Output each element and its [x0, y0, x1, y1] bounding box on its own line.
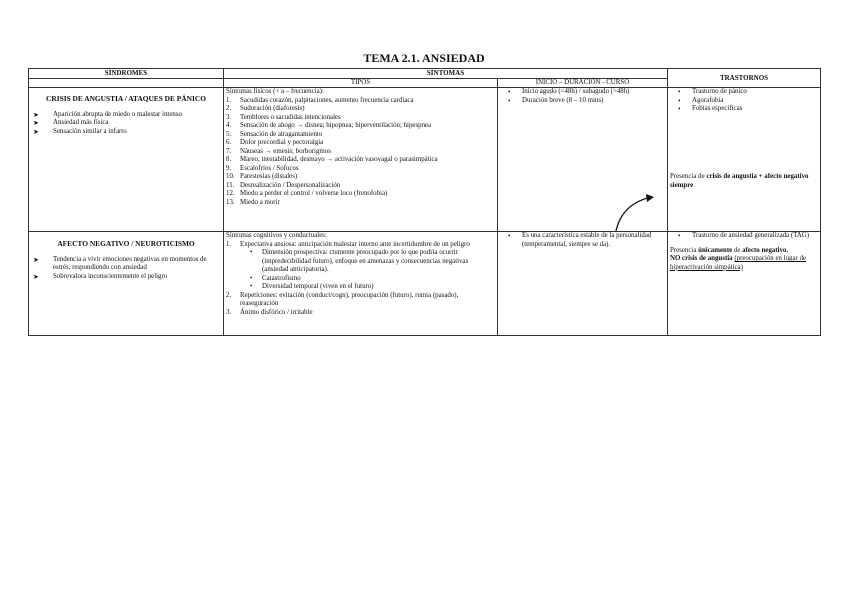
- row-crisis-angustia: [29, 88, 821, 232]
- list-item: • Catastrofismo: [248, 275, 495, 284]
- trastornos-list-2: [670, 232, 818, 241]
- trastornos-note-2: Presencia únicamente de afecto negativo. NO crisis de angustia (preocupación en lugar de hiperactivación simpática): [670, 246, 807, 271]
- list-item: 12. Miedo a perder el control / volverse loco (frenofobia): [226, 190, 388, 197]
- list-item: • Dimensión prospectiva: ctumente preocupado por lo que podría ocurrir (impredecibilidad futuro), enfoque en amenazas y consecuencias negativas (ansiedad anticipatoria).: [248, 249, 495, 275]
- list-item: ➤ Sensación similar a infarto: [31, 128, 221, 137]
- list-item: • Trastorno de pánico: [670, 88, 818, 97]
- sindrome-list-2: [31, 256, 221, 282]
- cell-inicio-2: [498, 232, 668, 336]
- curved-arrow-icon: [614, 193, 658, 233]
- trastornos-list-1: [670, 88, 818, 114]
- list-item: 11. Desrealización / Despersonalización: [226, 181, 341, 189]
- cell-sindrome-2: [29, 232, 224, 336]
- list-item: • Duración breve (8 – 10 mins): [500, 97, 665, 106]
- list-item: • Es una característica estable de la personalidad (temperamental, siempre se da).: [500, 232, 665, 249]
- list-item: • Inicio agudo (<48h) / subagudo (>48h): [500, 88, 665, 97]
- list-item: ➤ Sobrevalora inconscientemente el peligro: [31, 273, 221, 282]
- header-trastornos: TRASTORNOS: [668, 69, 821, 88]
- list-item: ➤ Tendencia a vivir emociones negativas en momentos de estrés, respondiendo con ansiedad: [31, 256, 221, 273]
- tipos-intro-2: Síntomas cognitivos y conductuales:: [226, 232, 327, 239]
- cell-trastornos-1: [668, 88, 821, 232]
- anxiety-table: [28, 68, 821, 336]
- list-item: 1. Sacudidas corazón, palpitaciones, aumento frecuencia cardíaca: [226, 96, 414, 104]
- list-item: 7. Náuseas → emesis; borborigmos: [226, 147, 331, 155]
- subheader-empty: [29, 79, 224, 88]
- cell-trastornos-2: [668, 232, 821, 336]
- list-item: 4. Sensación de ahogo → disnea; hipopnea; hiperventilación; hipespnea: [226, 122, 432, 129]
- list-item: ➤ Aparición abrupta de miedo o malestar intenso: [31, 111, 221, 120]
- row-afecto-negativo: [29, 232, 821, 336]
- cell-sindrome-1: [29, 88, 224, 232]
- header-tipos: TIPOS: [224, 79, 498, 88]
- sindrome-title-1: CRISIS DE ANGUSTIA / ATAQUES DE PÁNICO: [46, 94, 206, 103]
- document-title: TEMA 2.1. ANSIEDAD: [363, 51, 485, 65]
- list-item: 5. Sensación de atragantamiento: [226, 130, 323, 138]
- tipos-list-2: [226, 241, 495, 250]
- list-item: 6. Dolor precordial y pectoralgia: [226, 139, 324, 146]
- header-row: [29, 69, 821, 79]
- list-item: 2. Sudoración (diaforesis): [226, 105, 305, 112]
- list-item: 1. Expectativa ansiosa: anticipación malestar interno ante incertidumbre de un peligro: [226, 240, 470, 248]
- list-item: • Fobias específicas: [670, 105, 818, 114]
- list-item: 10. Parestesias (distales): [226, 173, 298, 180]
- list-item: 8. Mareo, inestabilidad, desmayo → activación vasovagal o parasimpática: [226, 156, 438, 163]
- list-item: • Trastorno de ansiedad generalizada (TAG): [670, 232, 818, 241]
- list-item: 9. Escalofríos / Sofocos: [226, 164, 299, 172]
- header-inicio: INICIO – DURACIÓN - CURSO: [498, 79, 668, 88]
- tipos-list-2b: [226, 292, 495, 318]
- header-sintomas: SÍNTOMAS: [224, 69, 668, 79]
- list-item: • Diversidad temporal (viven en el futuro): [248, 283, 495, 292]
- cell-inicio-1: [498, 88, 668, 232]
- list-item: 13. Miedo a morir: [226, 198, 280, 206]
- tipos-list-1: [226, 97, 495, 208]
- list-item: 3. Temblores o sacudidas intencionales: [226, 113, 341, 121]
- inicio-list-1: [500, 88, 665, 105]
- list-item: 2. Repeticiones: evitación (conduct/cogn), preocupación (futuro), rumia (pasado), reaseguración: [226, 291, 459, 307]
- trastornos-note-1: Presencia de crisis de angustia + afecto negativo siempre: [670, 173, 809, 189]
- list-item: • Agorafobia: [670, 97, 818, 106]
- sindrome-list-1: [31, 111, 221, 137]
- cell-tipos-1: [224, 88, 498, 232]
- tipos-intro-1: Síntomas físicos (+ a – frecuencia):: [226, 88, 324, 95]
- sindrome-title-2: AFECTO NEGATIVO / NEUROTICISMO: [57, 239, 195, 248]
- list-item: ➤ Ansiedad más física: [31, 119, 221, 128]
- sub-list-2: [226, 249, 495, 292]
- list-item: 3. Ánimo disfórico / irritable: [226, 308, 313, 316]
- inicio-list-2: [500, 232, 665, 249]
- cell-tipos-2: [224, 232, 498, 336]
- header-sindromes: SÍNDROMES: [29, 69, 224, 79]
